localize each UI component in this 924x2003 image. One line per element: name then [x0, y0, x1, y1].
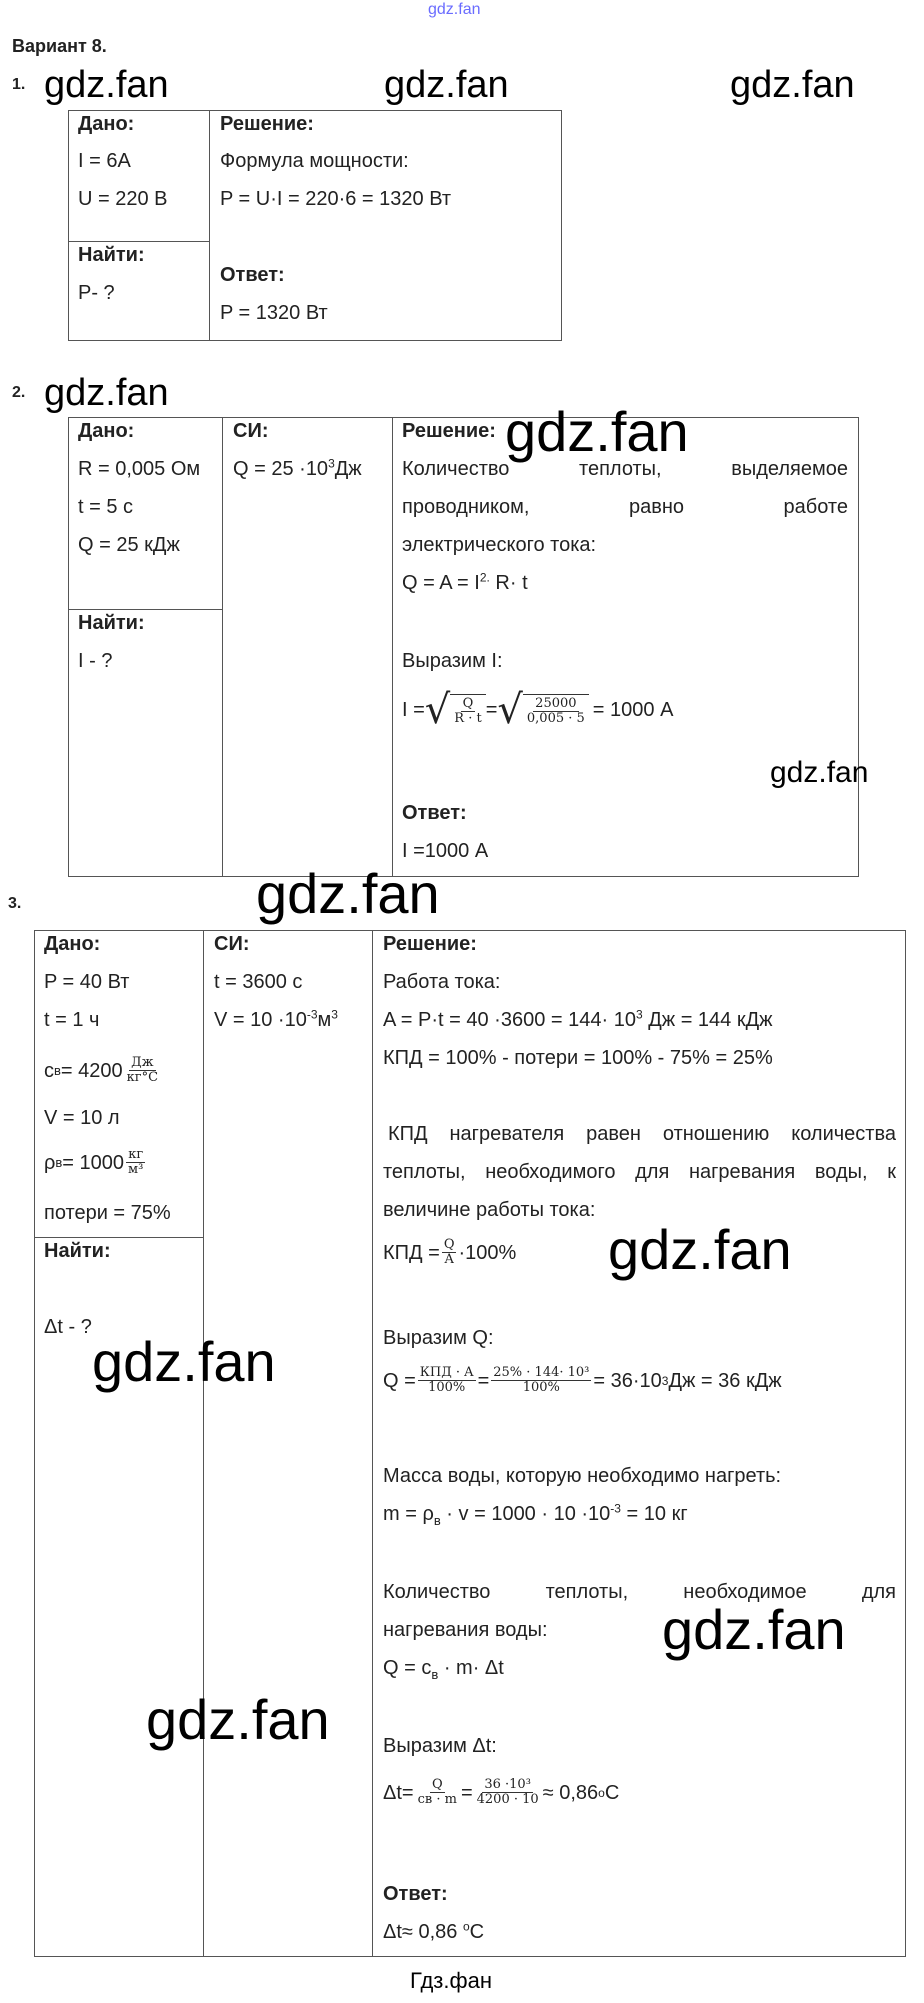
- solution-heading: Решение:: [402, 420, 496, 442]
- watermark: gdz.fan: [44, 372, 169, 414]
- si-heading: СИ:: [233, 420, 269, 442]
- solution-formula: КПД = 100% - потери = 100% - 75% = 25%: [383, 1047, 773, 1069]
- find-heading: Найти:: [78, 612, 145, 634]
- find-value: P- ?: [78, 282, 115, 304]
- given-value: R = 0,005 Ом: [78, 458, 201, 480]
- answer-value: P = 1320 Вт: [220, 302, 328, 324]
- watermark: gdz.fan: [44, 64, 169, 106]
- given-value: P = 40 Вт: [44, 971, 130, 993]
- solution-line: Выразим Q:: [383, 1327, 494, 1349]
- watermark: gdz.fan: [730, 64, 855, 106]
- solution-line: Количество теплоты, необходимое для: [383, 1581, 896, 1603]
- variant-title: Вариант 8.: [12, 36, 107, 56]
- si-value: t = 3600 с: [214, 971, 303, 993]
- find-value: Δt - ?: [44, 1316, 92, 1338]
- watermark-top: gdz.fan: [428, 1, 481, 18]
- solution-formula: $Q = c_в \cdot m\cdot \Delta t$: [383, 1657, 504, 1682]
- watermark: gdz.fan: [92, 1330, 276, 1393]
- problem-number: 1.: [12, 76, 26, 93]
- given-value: ρ в = 1000 $\frac{кг}{\text{м³}}$: [44, 1147, 144, 1178]
- watermark: gdz.fan: [384, 64, 509, 106]
- answer-heading: Ответ:: [383, 1883, 448, 1905]
- si-heading: СИ:: [214, 933, 250, 955]
- solution-formula: $Q = A = I^{2.}$ R· t: [402, 570, 528, 594]
- solution-formula: I = √ $\frac{Q}{R \cdot t}$ = √ $\frac{25000}{0,005 \cdot 5}$ = 1000 А: [402, 687, 674, 733]
- watermark: gdz.fan: [608, 1218, 792, 1281]
- given-value: потери = 75%: [44, 1202, 171, 1224]
- given-value: I = 6А: [78, 150, 131, 172]
- solution-line: КПД нагревателя равен отношению количества: [388, 1123, 896, 1145]
- watermark: gdz.fan: [505, 400, 689, 463]
- given-heading: Дано:: [78, 113, 135, 135]
- answer-heading: Ответ:: [220, 264, 285, 286]
- si-cell: [203, 930, 373, 1957]
- solution-line: проводником, равно работе: [402, 496, 848, 518]
- solution-line: величине работы тока:: [383, 1199, 596, 1221]
- si-cell: [222, 417, 393, 877]
- given-heading: Дано:: [78, 420, 135, 442]
- solution-formula: $m = \rho_в \cdot v = 1000 \cdot 10 \cdot 10^{-3} = 10$ кг: [383, 1501, 688, 1528]
- footer-watermark: Гдз.фан: [410, 1968, 492, 1993]
- solution-line: Работа тока:: [383, 971, 501, 993]
- given-value: U = 220 В: [78, 188, 168, 210]
- given-value: t = 1 ч: [44, 1009, 100, 1031]
- solution-line: Выразим Δt:: [383, 1735, 497, 1757]
- watermark: gdz.fan: [662, 1598, 846, 1661]
- solution-formula: P = U·I = 220·6 = 1320 Вт: [220, 188, 452, 210]
- problem-number: 3.: [8, 895, 22, 912]
- solution-formula: Δt= $\frac{Q}{cв \cdot m}$ = $\frac{\text{36 ·10³}}{4200 \cdot 10}$ ≈ 0,86 o C: [383, 1777, 620, 1808]
- find-heading: Найти:: [78, 244, 145, 266]
- si-value: $V = 10 \cdot 10^{-3}м^3$: [214, 1007, 338, 1031]
- solution-line: теплоты, необходимого для нагревания воды, к: [383, 1161, 896, 1183]
- si-value: $Q = 25 \cdot 10^3Дж$: [233, 456, 362, 480]
- find-heading: Найти:: [44, 1240, 111, 1262]
- given-heading: Дано:: [44, 933, 101, 955]
- answer-value: I =1000 А: [402, 840, 489, 862]
- given-value: V = 10 л: [44, 1107, 120, 1129]
- solution-line: нагревания воды:: [383, 1619, 548, 1641]
- solution-line: электрического тока:: [402, 534, 597, 556]
- find-value: I - ?: [78, 650, 113, 672]
- given-value: с в = 4200 $\frac{Дж}{кг^\circ C}$: [44, 1055, 159, 1086]
- solution-formula: $A = P\cdot t = 40 \cdot 3600 = 144\cdot 10^3$ Дж = 144 кДж: [383, 1007, 773, 1031]
- problem-number: 2.: [12, 384, 26, 401]
- solution-formula: КПД = $\frac{Q}{A}$ ·100%: [383, 1237, 517, 1268]
- given-value: Q = 25 кДж: [78, 534, 180, 556]
- given-value: t = 5 с: [78, 496, 134, 518]
- solution-heading: Решение:: [383, 933, 477, 955]
- watermark: gdz.fan: [256, 862, 440, 925]
- solution-line: Количество теплоты, выделяемое: [402, 458, 848, 480]
- answer-heading: Ответ:: [402, 802, 467, 824]
- watermark: gdz.fan: [146, 1688, 330, 1751]
- solution-line: Формула мощности:: [220, 150, 409, 172]
- solution-line: Масса воды, которую необходимо нагреть:: [383, 1465, 782, 1487]
- watermark: gdz.fan: [770, 756, 869, 789]
- solution-heading: Решение:: [220, 113, 314, 135]
- solution-formula: Q = $\frac{\text{КПД · A}}{100\%}$ = $\frac{\text{25\% · 144· 10³}}{100\%}$ = 36·10 3 Дж = 36 кДж: [383, 1365, 782, 1396]
- solution-line: Выразим I:: [402, 650, 503, 672]
- answer-value: Δt≈ 0,86 $^o$C: [383, 1919, 485, 1943]
